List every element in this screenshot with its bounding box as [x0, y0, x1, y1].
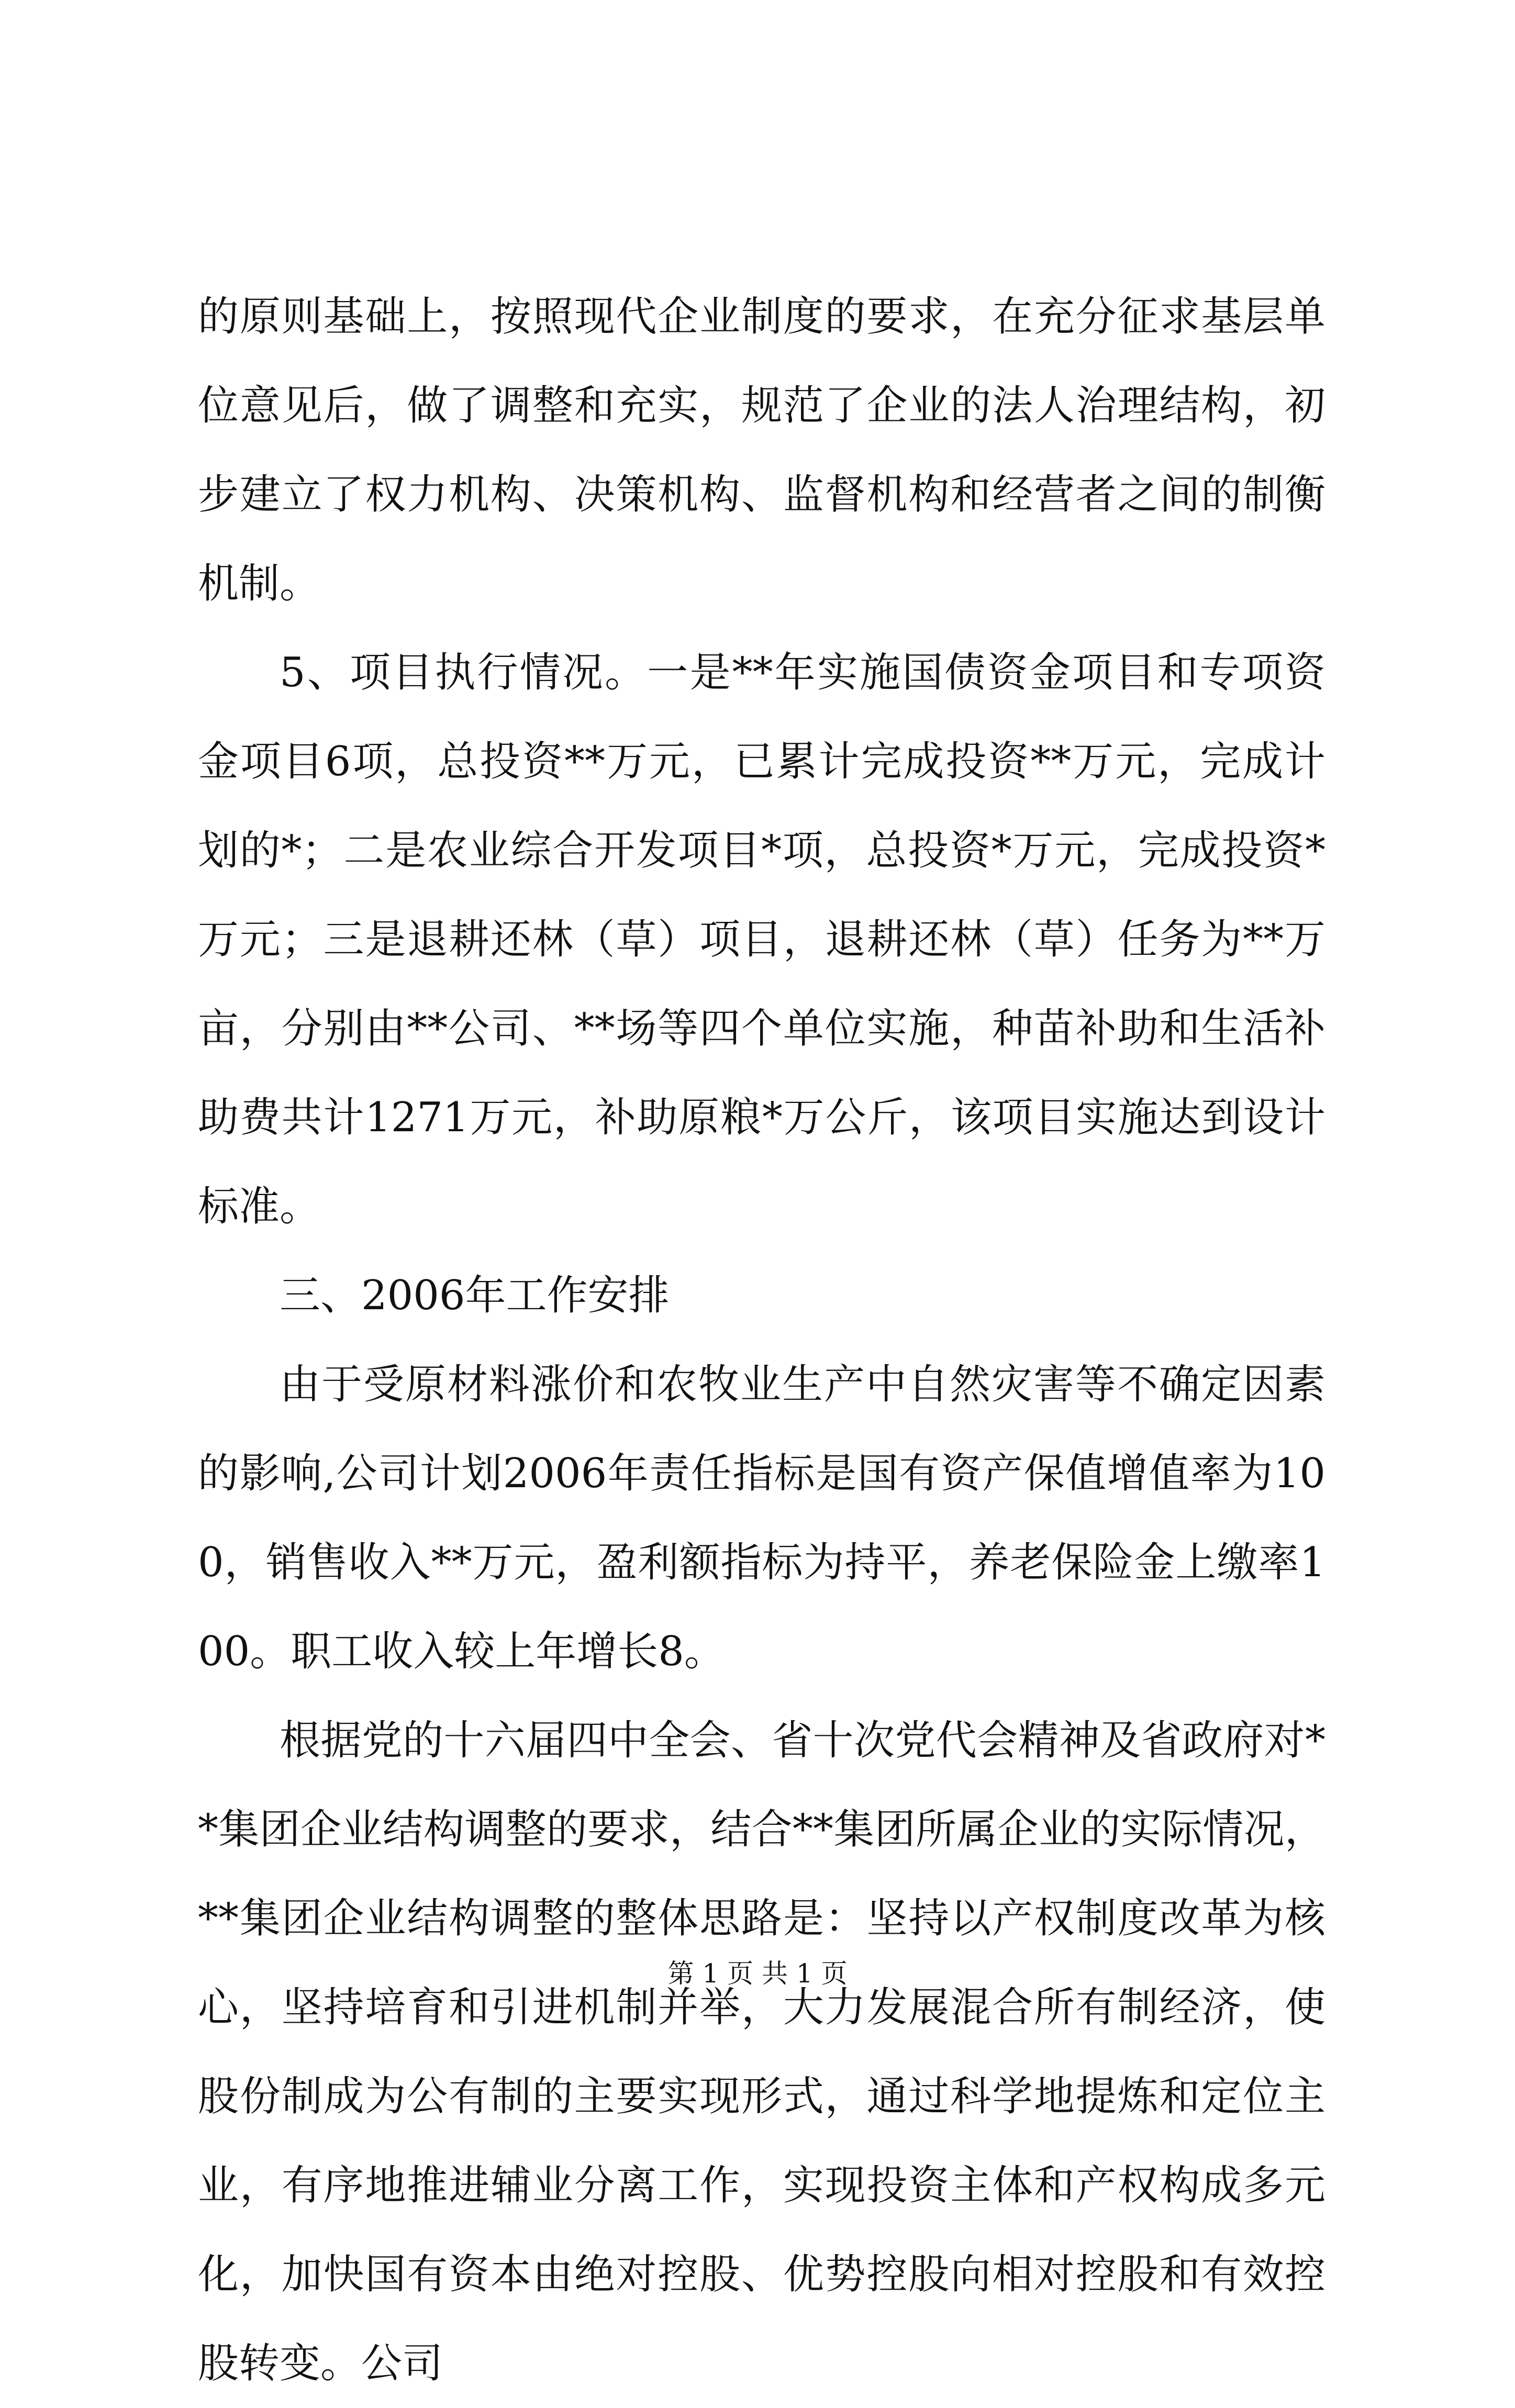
- paragraph-2: 5、项目执行情况。一是**年实施国债资金项目和专项资金项目6项，总投资**万元，已累计完成投资**万元，完成计划的*；二是农业综合开发项目*项，总投资*万元，完成投资*万元；三是退耕还林（草）项目，退耕还林（草）任务为**万亩，分别由**公司、**场等四个单位实施，种苗补助和生活补助费共计1271万元，补助原粮*万公斤，该项目实施达到设计标准。: [198, 649, 1325, 1230]
- document-body: [198, 272, 1325, 2408]
- paragraph-1: 的原则基础上，按照现代企业制度的要求，在充分征求基层单位意见后，做了调整和充实，规范了企业的法人治理结构，初步建立了权力机构、决策机构、监督机构和经营者之间的制衡机制。: [198, 293, 1325, 607]
- section-heading: 三、2006年工作安排: [280, 1272, 670, 1319]
- paragraph-4: 根据党的十六届四中全会、省十次党代会精神及省政府对**集团企业结构调整的要求，结合**集团所属企业的实际情况，**集团企业结构调整的整体思路是：坚持以产权制度改革为核心，坚持培育和引进机制并举，大力发展混合所有制经济，使股份制成为公有制的主要实现形式，通过科学地提炼和定位主业，有序地推进辅业分离工作，实现投资主体和产权构成多元化，加快国有资本由绝对控股、优势控股向相对控股和有效控股转变。公司: [198, 1717, 1325, 2387]
- paragraph-3: 由于受原材料涨价和农牧业生产中自然灾害等不确定因素的影响,公司计划2006年责任指标是国有资产保值增值率为100，销售收入**万元，盈利额指标为持平，养老保险金上缴率100。职工收入较上年增长8。: [198, 1361, 1325, 1675]
- page-footer: 第 1 页 共 1 页: [667, 1958, 848, 1989]
